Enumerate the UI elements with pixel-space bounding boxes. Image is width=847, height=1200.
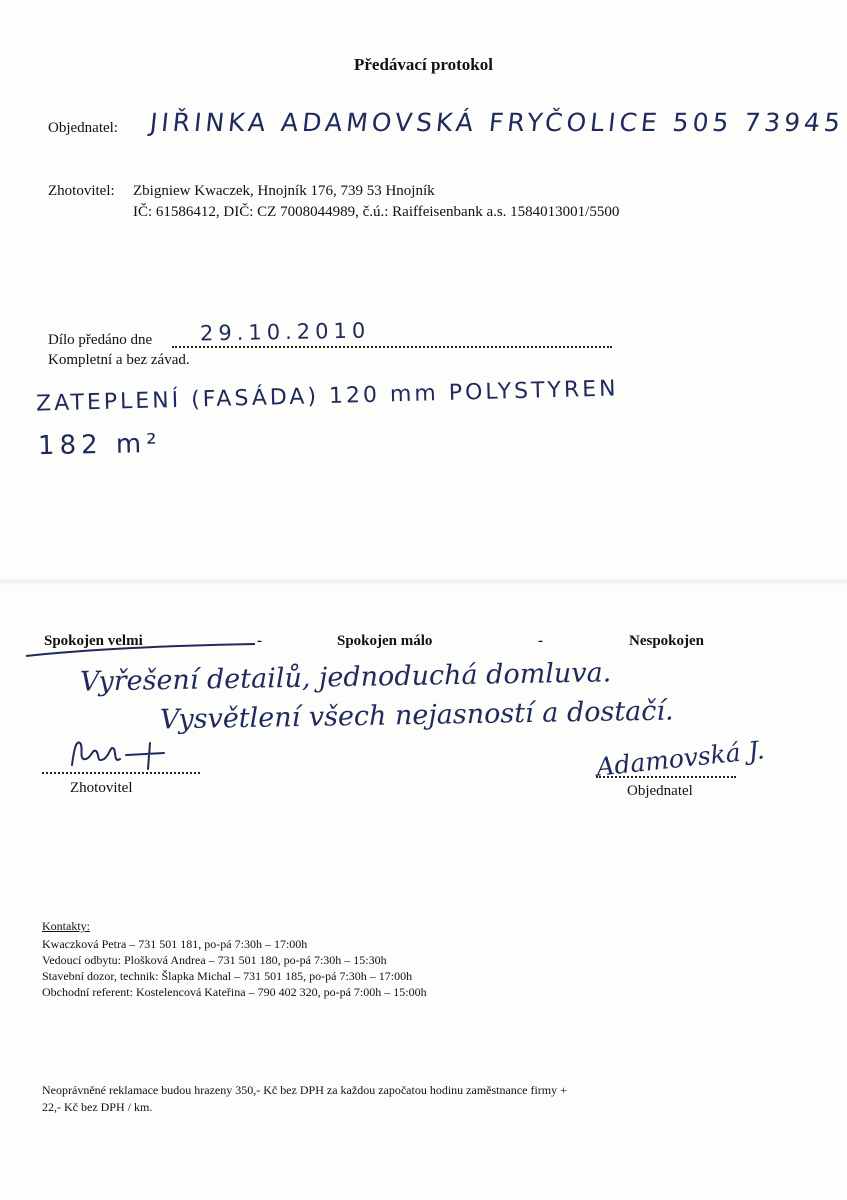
satisfaction-separator-2: - [538, 633, 543, 649]
work-description: ZATEPLENÍ (FASÁDA) 120 mm POLYSTYREN [35, 376, 619, 417]
paper-fold [0, 578, 847, 586]
objednatel-signature: Adamovská J. [594, 735, 766, 782]
contact-line: Obchodní referent: Kostelencová Kateřina – 790 402 320, po-pá 7:00h – 15:00h [42, 985, 427, 999]
work-area: 182 m² [37, 428, 162, 462]
handover-label: Dílo předáno dne [48, 332, 153, 348]
contact-line: Stavební dozor, technik: Šlapka Michal – 731 501 185, po-pá 7:30h – 17:00h [42, 969, 413, 983]
contacts-heading: Kontakty: [42, 919, 90, 933]
zhotovitel-signature [64, 735, 174, 775]
objednatel-signature-line [596, 776, 736, 778]
handover-date-line [172, 346, 612, 348]
satisfaction-option-very: Spokojen velmi [44, 633, 143, 649]
comment-line-1: Vyřešení detailů, jednoduchá domluva. [79, 657, 612, 698]
satisfaction-option-none: Nespokojen [629, 633, 705, 649]
zhotovitel-address: Zbigniew Kwaczek, Hnojník 176, 739 53 Hnojník [133, 183, 435, 199]
satisfaction-option-little: Spokojen málo [337, 633, 433, 649]
satisfaction-separator-1: - [257, 633, 262, 649]
satisfaction-underline-mark [20, 640, 260, 664]
zhotovitel-ids: IČ: 61586412, DIČ: CZ 7008044989, č.ú.: Raiffeisenbank a.s. 1584013001/5500 [133, 204, 620, 220]
footer-note-line-2: 22,- Kč bez DPH / km. [42, 1100, 153, 1114]
footer-note-line-1: Neoprávněné reklamace budou hrazeny 350,- Kč bez DPH za každou započatou hodinu zaměstnance firmy + [42, 1083, 567, 1097]
zhotovitel-sign-label: Zhotovitel [70, 780, 133, 796]
zhotovitel-signature-line [42, 772, 200, 774]
objednatel-label: Objednatel: [48, 120, 118, 136]
objednatel-handwritten: JIŘINKA ADAMOVSKÁ FRYČOLICE 505 73945 [148, 108, 846, 137]
comment-line-2: Vysvětlení všech nejasností a dostačí. [159, 695, 674, 736]
zhotovitel-label: Zhotovitel: [48, 183, 115, 199]
handover-date: 29.10.2010 [199, 318, 371, 346]
handover-complete: Kompletní a bez závad. [48, 352, 190, 368]
objednatel-sign-label: Objednatel [627, 783, 693, 799]
contact-line: Vedoucí odbytu: Plošková Andrea – 731 501 180, po-pá 7:30h – 15:30h [42, 953, 387, 967]
contact-line: Kwaczková Petra – 731 501 181, po-pá 7:30h – 17:00h [42, 937, 308, 951]
document-title: Předávací protokol [354, 55, 493, 74]
